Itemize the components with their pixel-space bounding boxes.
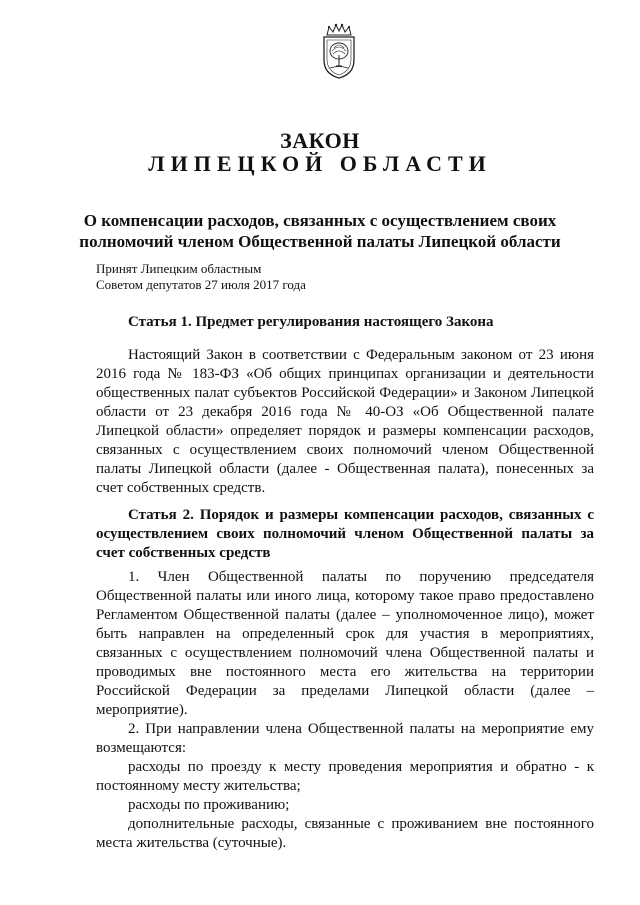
article-1-text: Настоящий Закон в соответствии с Федеральным законом от 23 июня 2016 года № 183-ФЗ «Об общих принципах организации и деятельности общественных палат субъектов Российской Федерации» и Законом Липецкой области от 23 декабря 2016 года № 40-ОЗ «Об Общественной палате Липецкой области» определяет порядок и размеры компенсации расходов, связанных с осуществлением своих полномочий членом Общественной палаты Липецкой области (далее - Общественная палата), понесенных за счет собственных средств. xyxy=(96,347,594,496)
article-2-paragraph: 1. Член Общественной палаты по поручению председателя Общественной палаты или иного лица, которому такое право предоставлено Регламентом Общественной палаты (далее – уполномоченное лицо), может быть направлен на определенный срок для участия в мероприятиях, связанных с осуществлением полномочий члена Общественной палаты и проводимых вне постоянного места его жительства на территории Российской Федерации за пределами Липецкой области (далее – мероприятие). xyxy=(96,569,594,718)
article-2-paragraph: 2. При направлении члена Общественной палаты на мероприятие ему возмещаются: xyxy=(96,721,594,756)
article-2-heading: Статья 2. Порядок и размеры компенсации расходов, связанных с осуществлением своих полномочий членом Общественной палаты за счет собственных средств xyxy=(96,507,594,561)
region-title: ЛИПЕЦКОЙ ОБЛАСТИ xyxy=(148,151,492,176)
adoption-line-1: Принят Липецким областным xyxy=(96,261,262,276)
article-1-heading: Статья 1. Предмет регулирования настоящего Закона xyxy=(128,314,494,330)
law-subject-heading: О компенсации расходов, связанных с осуществлением своих полномочий членом Общественной палаты Липецкой области xyxy=(79,211,561,251)
article-2-paragraph: расходы по проживанию; xyxy=(128,797,290,813)
article-2-paragraph: расходы по проезду к месту проведения мероприятия и обратно - к постоянному месту жительства; xyxy=(96,759,594,794)
article-2-body xyxy=(96,568,594,853)
adoption-note xyxy=(96,261,306,293)
law-title: ЗАКОН xyxy=(280,128,360,153)
coat-of-arms-icon xyxy=(318,22,360,80)
adoption-line-2: Советом депутатов 27 июля 2017 года xyxy=(96,277,306,292)
article-2-paragraph: дополнительные расходы, связанные с проживанием вне постоянного места жительства (суточные). xyxy=(96,816,594,851)
